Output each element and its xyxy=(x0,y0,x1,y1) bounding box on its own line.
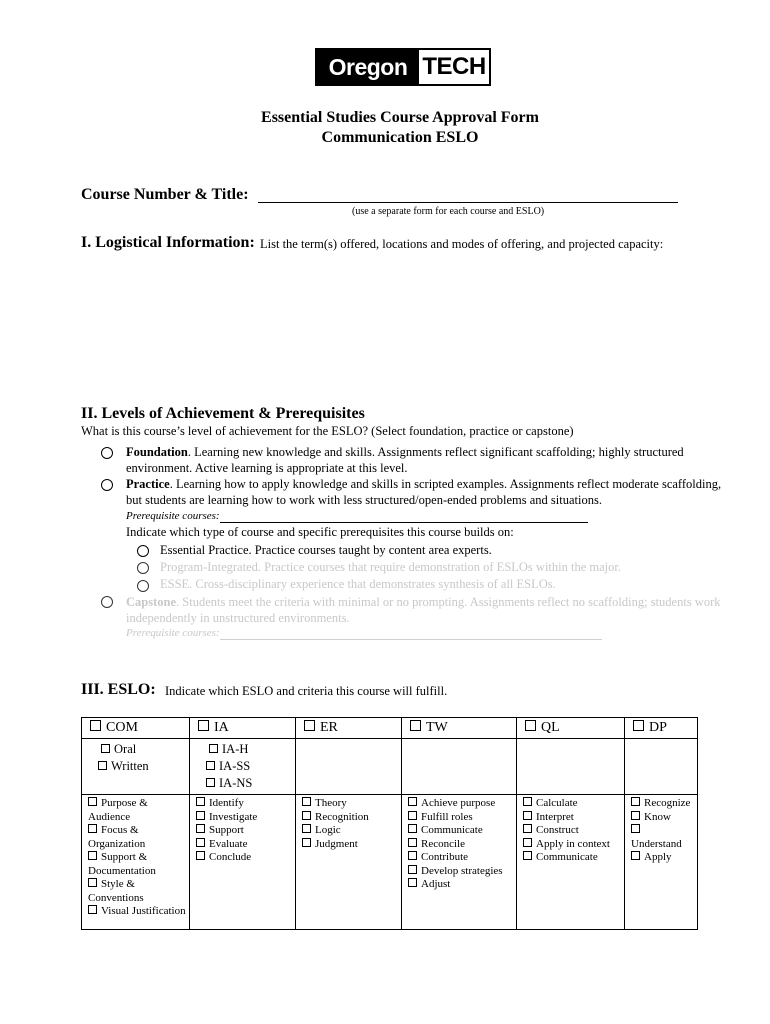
header-dp[interactable]: DP xyxy=(625,718,698,739)
com-criterion[interactable]: Support & Documentation xyxy=(88,851,156,877)
tw-criterion[interactable]: Adjust xyxy=(408,878,513,892)
checkbox-icon xyxy=(88,905,97,914)
ia-mode-ns[interactable]: IA-NS xyxy=(206,775,292,792)
checkbox-icon xyxy=(88,824,97,833)
ql-criterion[interactable]: Construct xyxy=(523,824,621,838)
ia-modes xyxy=(190,739,296,795)
esse-label: ESSE. Cross-disciplinary experience that demonstrates synthesis of all ESLOs. xyxy=(160,577,556,591)
eslo-modes-row xyxy=(82,739,698,795)
section1-text: List the term(s) offered, locations and modes of offering, and projected capacity: xyxy=(260,237,664,251)
checkbox-icon[interactable] xyxy=(90,720,101,731)
ia-criteria xyxy=(190,795,296,930)
checkbox-icon xyxy=(302,824,311,833)
course-note: (use a separate form for each course and ESLO) xyxy=(352,206,545,217)
com-criterion[interactable]: Style & Conventions xyxy=(88,878,144,904)
checkbox-icon xyxy=(302,838,311,847)
checkbox-icon xyxy=(302,811,311,820)
checkbox-icon xyxy=(631,851,640,860)
header-ia[interactable]: IA xyxy=(190,718,296,739)
checkbox-icon xyxy=(98,761,107,770)
foundation-text: . Learning new knowledge and skills. Assignments reflect significant scaffolding; highly structured environment. Active learning is appropriate at this level. xyxy=(126,445,684,475)
checkbox-icon xyxy=(196,838,205,847)
header-ql[interactable]: QL xyxy=(517,718,625,739)
prereq-label-2: Prerequisite courses: xyxy=(126,627,220,639)
ia-criterion[interactable]: Conclude xyxy=(196,851,292,865)
checkbox-icon xyxy=(101,744,110,753)
ia-criterion[interactable]: Investigate xyxy=(196,811,292,825)
tw-criterion[interactable]: Develop strategies xyxy=(408,865,513,879)
section3-text: Indicate which ESLO and criteria this course will fulfill. xyxy=(165,684,448,698)
practice-text: . Learning how to apply knowledge and skills in scripted examples. Assignments reflect moderate scaffolding, but students are learning how to work with less structured/open-ended problems and situations. xyxy=(126,477,722,507)
tw-criterion[interactable]: Fulfill roles xyxy=(408,811,513,825)
prereq-field[interactable] xyxy=(220,509,588,523)
checkbox-icon[interactable] xyxy=(410,720,421,731)
com-criteria xyxy=(82,795,190,930)
checkbox-icon xyxy=(408,851,417,860)
checkbox-icon xyxy=(408,797,417,806)
dp-criterion[interactable]: Apply xyxy=(631,851,694,865)
checkbox-icon xyxy=(408,811,417,820)
section1-heading: I. Logistical Information: xyxy=(81,234,255,251)
prereq-label: Prerequisite courses: xyxy=(126,510,220,522)
ql-criterion[interactable]: Interpret xyxy=(523,811,621,825)
checkbox-icon xyxy=(523,797,532,806)
form-title: Essential Studies Course Approval Form xyxy=(261,109,539,126)
checkbox-icon xyxy=(523,838,532,847)
ia-mode-ss[interactable]: IA-SS xyxy=(206,758,292,775)
ql-criterion[interactable]: Communicate xyxy=(523,851,621,865)
practice-name: Practice xyxy=(126,477,170,491)
com-mode-written[interactable]: Written xyxy=(98,758,186,775)
er-modes xyxy=(296,739,402,795)
logo-tech: TECH xyxy=(419,50,489,84)
er-criteria xyxy=(296,795,402,930)
section2-heading: II. Levels of Achievement & Prerequisites xyxy=(81,405,365,422)
capstone-option xyxy=(126,594,726,626)
com-criterion[interactable]: Focus & Organization xyxy=(88,824,146,850)
checkbox-icon xyxy=(631,797,640,806)
eslo-table xyxy=(81,717,698,930)
header-er[interactable]: ER xyxy=(296,718,402,739)
logo-oregon: Oregon xyxy=(317,50,419,84)
tw-criterion[interactable]: Communicate xyxy=(408,824,513,838)
section2-question: What is this course’s level of achievement for the ESLO? (Select foundation, practice or capstone) xyxy=(81,424,574,438)
checkbox-icon xyxy=(88,851,97,860)
dp-criterion[interactable]: Know xyxy=(631,811,694,825)
checkbox-icon xyxy=(196,824,205,833)
tw-criteria xyxy=(402,795,517,930)
dp-criterion[interactable]: Understand xyxy=(631,824,694,851)
ql-criterion[interactable]: Calculate xyxy=(523,797,621,811)
dp-modes xyxy=(625,739,698,795)
section3-heading: III. ESLO: xyxy=(81,681,156,698)
checkbox-icon xyxy=(408,865,417,874)
prereq-field-2[interactable] xyxy=(220,626,602,640)
course-number-field[interactable] xyxy=(258,187,678,203)
eslo-criteria-row xyxy=(82,795,698,930)
com-criterion[interactable]: Purpose & Audience xyxy=(88,797,148,823)
com-criterion[interactable]: Visual Justification xyxy=(88,905,186,919)
essential-practice-radio[interactable] xyxy=(137,545,149,557)
checkbox-icon xyxy=(631,824,640,833)
esse-radio[interactable] xyxy=(137,580,149,592)
checkbox-icon xyxy=(88,878,97,887)
essential-practice-label: Essential Practice. Practice courses taught by content area experts. xyxy=(160,543,492,557)
program-integrated-radio[interactable] xyxy=(137,562,149,574)
er-criterion[interactable]: Judgment xyxy=(302,838,398,852)
form-subtitle: Communication ESLO xyxy=(321,129,479,146)
tw-modes xyxy=(402,739,517,795)
oregon-tech-logo xyxy=(315,48,491,86)
practice-option xyxy=(126,476,726,508)
ql-criterion[interactable]: Apply in context xyxy=(523,838,621,852)
capstone-text: . Students meet the criteria with minimal or no prompting. Assignments reflect no scaffolding; students work independently in unstructured environments. xyxy=(126,595,721,625)
er-criterion[interactable]: Theory xyxy=(302,797,398,811)
ia-criterion[interactable]: Identify xyxy=(196,797,292,811)
checkbox-icon xyxy=(302,797,311,806)
checkbox-icon xyxy=(196,851,205,860)
dp-criterion[interactable]: Recognize xyxy=(631,797,694,811)
program-integrated-label: Program-Integrated. Practice courses that require demonstration of ESLOs within the major. xyxy=(160,560,621,574)
checkbox-icon[interactable] xyxy=(525,720,536,731)
checkbox-icon xyxy=(206,778,215,787)
checkbox-icon xyxy=(206,761,215,770)
checkbox-icon xyxy=(523,824,532,833)
checkbox-icon xyxy=(631,811,640,820)
checkbox-icon xyxy=(196,797,205,806)
com-mode-oral[interactable]: Oral xyxy=(98,741,186,758)
checkbox-icon[interactable] xyxy=(304,720,315,731)
checkbox-icon xyxy=(408,878,417,887)
ql-criteria xyxy=(517,795,625,930)
ia-criterion[interactable]: Evaluate xyxy=(196,838,292,852)
tw-criterion[interactable]: Contribute xyxy=(408,851,513,865)
checkbox-icon xyxy=(408,838,417,847)
header-com[interactable]: COM xyxy=(82,718,190,739)
com-modes xyxy=(82,739,190,795)
er-criterion[interactable]: Logic xyxy=(302,824,398,838)
ql-modes xyxy=(517,739,625,795)
checkbox-icon xyxy=(523,811,532,820)
capstone-name: Capstone xyxy=(126,595,177,609)
checkbox-icon xyxy=(408,824,417,833)
foundation-name: Foundation xyxy=(126,445,188,459)
capstone-radio[interactable] xyxy=(101,596,113,608)
tw-criterion[interactable]: Achieve purpose xyxy=(408,797,513,811)
checkbox-icon[interactable] xyxy=(198,720,209,731)
tw-criterion[interactable]: Reconcile xyxy=(408,838,513,852)
header-tw[interactable]: TW xyxy=(402,718,517,739)
checkbox-icon xyxy=(523,851,532,860)
checkbox-icon xyxy=(88,797,97,806)
ia-mode-h[interactable]: IA-H xyxy=(206,741,292,758)
dp-criteria xyxy=(625,795,698,930)
practice-radio[interactable] xyxy=(101,479,113,491)
er-criterion[interactable]: Recognition xyxy=(302,811,398,825)
checkbox-icon xyxy=(209,744,218,753)
foundation-radio[interactable] xyxy=(101,447,113,459)
eslo-header-row xyxy=(82,718,698,739)
checkbox-icon xyxy=(196,811,205,820)
checkbox-icon[interactable] xyxy=(633,720,644,731)
indicate-text: Indicate which type of course and specific prerequisites this course builds on: xyxy=(126,525,514,539)
foundation-option xyxy=(126,444,726,476)
course-number-label: Course Number & Title: xyxy=(81,186,249,203)
ia-criterion[interactable]: Support xyxy=(196,824,292,838)
